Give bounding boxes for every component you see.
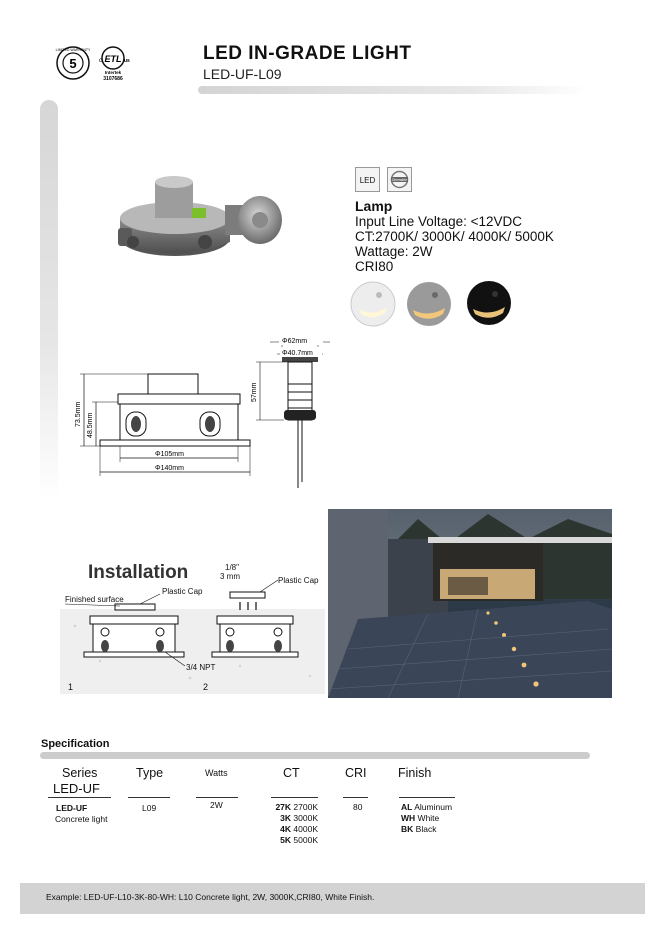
specification-heading: Specification	[41, 738, 110, 750]
svg-text:LIMITED WARRANTY: LIMITED WARRANTY	[55, 48, 91, 52]
dimension-drawing	[70, 332, 360, 497]
dimmable-badge	[387, 167, 412, 192]
lamp-title: Lamp	[355, 198, 393, 214]
svg-text:us: us	[124, 58, 130, 64]
header-bar	[198, 86, 588, 94]
finish-aluminum-image	[405, 281, 453, 332]
installation-title: Installation	[88, 562, 189, 583]
finish-black-image	[465, 279, 513, 332]
svg-text:Φ62mm: Φ62mm	[282, 338, 308, 345]
led-badge: LED	[355, 167, 380, 192]
svg-text:3107686: 3107686	[103, 76, 123, 82]
svg-text:48.5mm: 48.5mm	[87, 412, 94, 438]
svg-text:Φ40.7mm: Φ40.7mm	[282, 350, 313, 357]
installation-photo	[328, 509, 612, 698]
gap-inch-label: 1/8"	[225, 563, 239, 572]
svg-text:Φ105mm: Φ105mm	[155, 451, 184, 458]
col-series: Series	[62, 766, 98, 780]
finish-underline	[399, 797, 455, 798]
lamp-ct: CT:2700K/ 3000K/ 4000K/ 5000K	[355, 229, 554, 244]
series-value: LED-UF	[56, 803, 88, 813]
series-description: Concrete light	[55, 814, 108, 824]
watts-underline	[196, 797, 238, 798]
example-text: Example: LED-UF-L10-3K-80-WH: L10 Concrete light, 2W, 3000K,CRI80, White Finish.	[46, 892, 375, 902]
type-underline	[128, 797, 170, 798]
lamp-cri: CRI80	[355, 259, 394, 274]
npt-label: 3/4 NPT	[186, 663, 216, 672]
lamp-voltage: Input Line Voltage: <12VDC	[355, 214, 522, 229]
svg-text:Dimmable: Dimmable	[392, 178, 407, 182]
finish-white-image	[349, 281, 397, 332]
model-number: LED-UF-L09	[203, 66, 282, 82]
col-ct: CT	[283, 766, 300, 780]
series-underline	[48, 797, 111, 798]
svg-text:73.5mm: 73.5mm	[75, 401, 82, 427]
ct-underline	[271, 797, 318, 798]
example-footer	[20, 883, 645, 914]
page-title: LED IN-GRADE LIGHT	[203, 43, 412, 64]
plastic-cap-label-1: Plastic Cap	[162, 587, 203, 596]
dimmable-icon	[388, 168, 411, 191]
svg-text:Φ140mm: Φ140mm	[155, 465, 184, 472]
warranty-logo	[55, 45, 91, 86]
svg-text:5: 5	[69, 56, 77, 71]
col-cri: CRI	[345, 766, 367, 780]
col-watts: Watts	[205, 768, 228, 778]
step-2-label: 2	[203, 682, 209, 692]
finished-surface-label: Finished surface	[65, 595, 124, 604]
series-code: LED-UF	[53, 781, 100, 796]
specification-bar	[40, 752, 590, 759]
lamp-wattage: Wattage: 2W	[355, 244, 433, 259]
col-type: Type	[136, 766, 164, 780]
finish-list: AL Aluminum WH White BK Black	[401, 802, 453, 834]
step-1-label: 1	[68, 682, 74, 692]
gap-mm-label: 3 mm	[220, 572, 240, 581]
product-image	[110, 170, 290, 285]
svg-text:Intertek: Intertek	[104, 70, 122, 75]
col-finish: Finish	[398, 766, 432, 780]
side-bar	[40, 100, 58, 500]
cri-underline	[343, 797, 368, 798]
type-value: L09	[142, 803, 157, 813]
svg-text:c: c	[99, 58, 102, 64]
cri-value: 80	[353, 802, 363, 812]
svg-text:57mm: 57mm	[251, 382, 258, 402]
watts-value: 2W	[210, 800, 223, 810]
plastic-cap-label-2: Plastic Cap	[278, 576, 319, 585]
svg-text:ETL: ETL	[104, 54, 122, 64]
ct-row: 27K 2700K 3K 3000K 4K 4000K 5K 5000K	[275, 802, 318, 845]
etl-listed-logo	[93, 43, 135, 88]
